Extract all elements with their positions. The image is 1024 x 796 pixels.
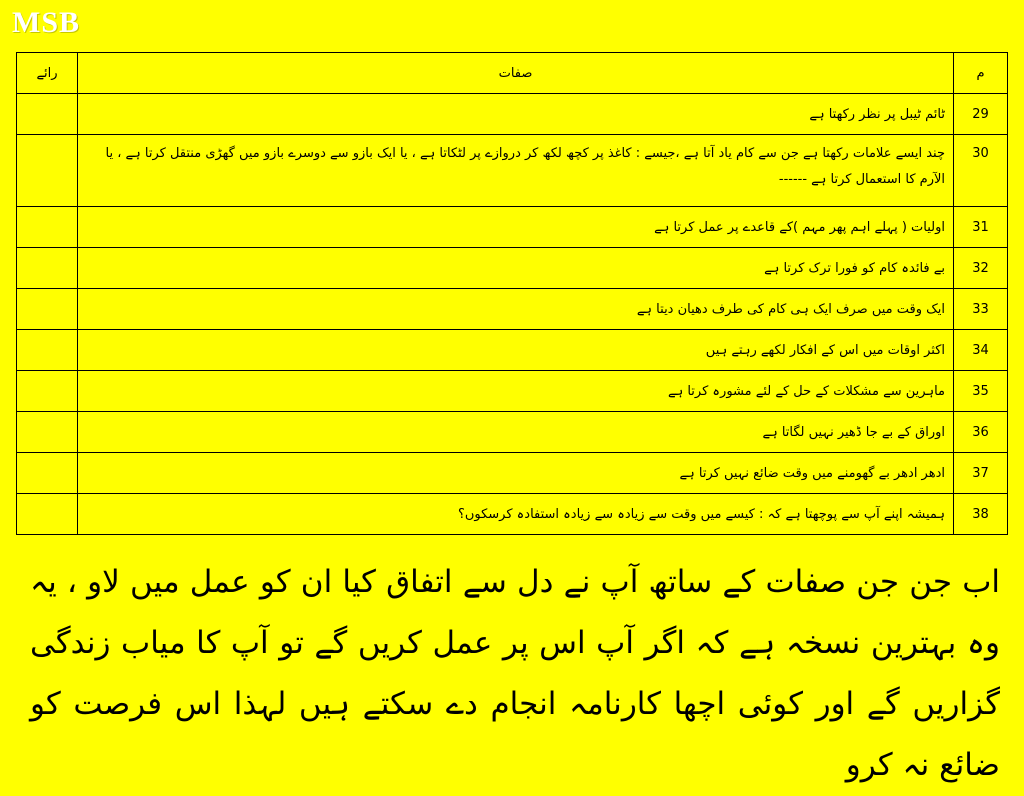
row-number: 30 <box>954 135 1008 207</box>
table-row <box>17 207 1008 248</box>
table-row <box>17 248 1008 289</box>
row-trait: ماہرین سے مشکلات کے حل کے لئے مشورہ کرتا ہے <box>78 371 954 412</box>
table-row <box>17 135 1008 207</box>
closing-message: اب جن جن صفات کے ساتھ آپ نے دل سے اتفاق کیا ان کو عمل میں لاو ، یہ وہ بہترین نسخہ ہے کہ اگر آپ اس پر عمل کریں گے تو آپ کا میاب زندگی گزاریں گے اور کوئی اچھا کارنامہ انجام دے سکتے ہیں لہذا اس فرصت کو ضائع نہ کرو <box>30 564 1000 783</box>
row-trait: ہمیشہ اپنے آپ سے پوچھتا ہے کہ : کیسے میں وقت سے زیادہ سے زیادہ استفادہ کرسکوں؟ <box>78 494 954 535</box>
row-opinion-cell[interactable] <box>17 135 78 207</box>
row-opinion-cell[interactable] <box>17 94 78 135</box>
table-row <box>17 330 1008 371</box>
table-row <box>17 371 1008 412</box>
row-opinion-cell[interactable] <box>17 453 78 494</box>
table-row <box>17 453 1008 494</box>
row-opinion-cell[interactable] <box>17 330 78 371</box>
row-number: 29 <box>954 94 1008 135</box>
traits-table <box>16 52 1008 535</box>
row-number: 31 <box>954 207 1008 248</box>
row-number: 33 <box>954 289 1008 330</box>
table-row <box>17 412 1008 453</box>
header-trait: صفات <box>78 53 954 94</box>
row-number: 35 <box>954 371 1008 412</box>
table-row <box>17 494 1008 535</box>
row-number: 36 <box>954 412 1008 453</box>
table-header-row <box>17 53 1008 94</box>
row-trait: ایک وقت میں صرف ایک ہی کام کی طرف دھیان دیتا ہے <box>78 289 954 330</box>
row-number: 32 <box>954 248 1008 289</box>
row-trait: چند ایسے علامات رکھتا ہے جن سے کام یاد آتا ہے ،جیسے : کاغذ پر کچھ لکھ کر دروازے پر لٹکاتا ہے ، یا ایک بازو سے دوسرے بازو میں گھڑی منتقل کرتا ہے ، یا الآرم کا استعمال کرتا ہے ------ <box>78 135 954 207</box>
row-opinion-cell[interactable] <box>17 371 78 412</box>
row-opinion-cell[interactable] <box>17 289 78 330</box>
row-number: 34 <box>954 330 1008 371</box>
row-number: 37 <box>954 453 1008 494</box>
row-trait: اکثر اوقات میں اس کے افکار لکھے رہتے ہیں <box>78 330 954 371</box>
row-opinion-cell[interactable] <box>17 494 78 535</box>
row-number: 38 <box>954 494 1008 535</box>
row-trait: اوراق کے بے جا ڈھیر نہیں لگاتا ہے <box>78 412 954 453</box>
header-opinion: رائے <box>17 53 78 94</box>
row-opinion-cell[interactable] <box>17 412 78 453</box>
row-trait: ادھر ادھر بے گھومنے میں وقت ضائع نہیں کرتا ہے <box>78 453 954 494</box>
row-trait: بے فائدہ کام کو فورا ترک کرتا ہے <box>78 248 954 289</box>
row-trait: ٹائم ٹیبل پر نظر رکھتا ہے <box>78 94 954 135</box>
msb-logo: MSB <box>12 6 81 39</box>
row-trait: اولیات ( پہلے اہم پھر مہم )کے قاعدے پر عمل کرتا ہے <box>78 207 954 248</box>
table-row <box>17 94 1008 135</box>
table-row <box>17 289 1008 330</box>
row-opinion-cell[interactable] <box>17 248 78 289</box>
header-number: م <box>954 53 1008 94</box>
row-opinion-cell[interactable] <box>17 207 78 248</box>
